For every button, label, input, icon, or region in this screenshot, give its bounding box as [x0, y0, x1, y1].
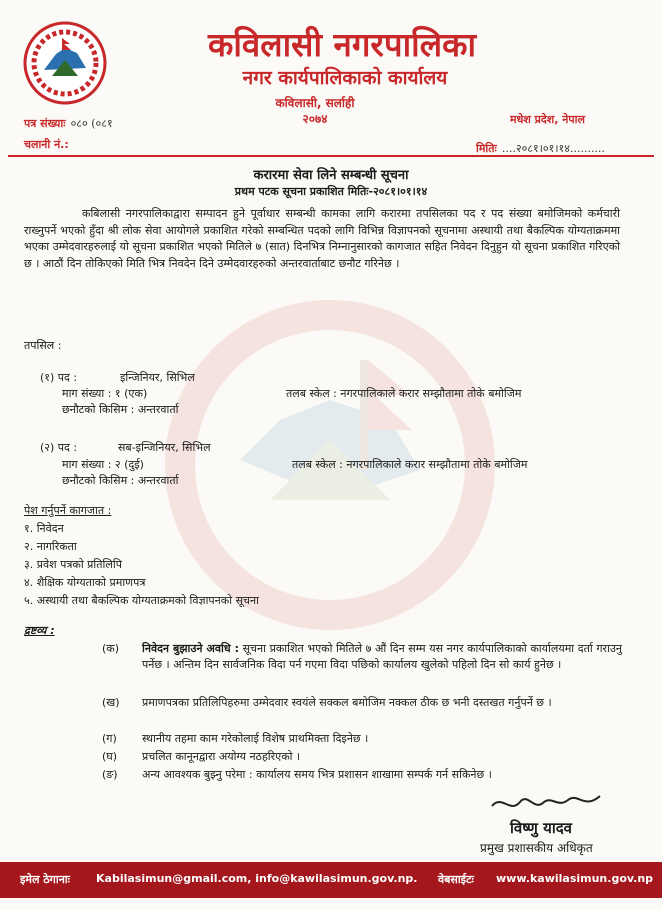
miti	[476, 137, 605, 156]
signature-icon	[488, 788, 608, 818]
document-item: २. नागरिकता	[24, 540, 77, 553]
footer-emails[interactable]: Kabilasimun@gmail.com, info@kawilasimun.gov.np.	[96, 872, 418, 885]
patra-sankhya	[24, 112, 113, 131]
office-place: कविलासी, सर्लाही	[275, 96, 355, 110]
notice-paragraph: कबिलासी नगरपालिकाद्वारा सम्पादन हुने पूर्वाधार सम्बन्धी कामका लागि करारमा तपसिलका पद र पद संख्या बमोजिमको कर्मचारी राख्नुपर्ने भएको हुँदा श्री लोक सेवा आयोगले प्रकाशित गरेको सम्बन्धित पदको लागि विभिन्न विज्ञापनको सूचनामा अस्थायी तथा बैकल्पिक योग्यताक्रममा भएका उम्मेदवारहरुलाई यो सूचना प्रकाशित भएको मितिले ७ (सात) दिनभित्र निम्नानुसारको कागजात सहित निवेदन दिनुहुन यो सूचना प्रकाशित गरिएको छ । आठौं दिन तोकिएको मिति भित्र निवदेन दिने उम्मेदवारहरुको अन्तरवार्ताबाट छनौट गरिनेछ ।	[24, 207, 620, 270]
note-item-gha: प्रचलित कानूनद्वारा अयोग्य नठहरिएको ।	[142, 750, 301, 763]
signatory-designation: प्रमुख प्रशासकीय अधिकृत	[480, 841, 593, 855]
notice-subtitle: प्रथम पटक सूचना प्रकाशित मितिः-२०८१।०१।१४	[234, 185, 428, 198]
document-item: ५. अस्थायी तथा बैकल्पिक योग्यताक्रमको विज्ञापनको सूचना	[24, 594, 259, 607]
patra-value: ०८० (०८१	[70, 117, 113, 130]
note-key: (ग)	[102, 732, 117, 745]
note-bold: निवेदन बुझाउने अवधि :	[142, 642, 239, 655]
post-2-demand: माग संख्या : २ (दुई)	[62, 458, 144, 471]
document-item: ३. प्रवेश पत्रको प्रतिलिपि	[24, 558, 122, 571]
tapsil-label: तपसिल :	[24, 339, 62, 352]
footer-website-link[interactable]: www.kawilasimun.gov.np	[496, 872, 654, 885]
note-item-ka	[142, 641, 622, 673]
signatory-name: विष्णु यादव	[510, 819, 573, 837]
org-name: कविलासी नगरपालिका	[208, 25, 476, 64]
post-2-method: छनौटको किसिम : अन्तरवार्ता	[62, 474, 179, 487]
footer-email-label: इमेल ठेगानाः	[20, 873, 70, 886]
municipal-seal-icon	[22, 20, 108, 106]
post-1-title: इन्जिनियर, सिभिल	[120, 371, 195, 384]
note-key: (ख)	[102, 696, 120, 709]
province: मधेश प्रदेश, नेपाल	[510, 113, 585, 126]
notes-heading: द्रष्टव्य :	[24, 624, 55, 637]
post-2-number: (२) पद :	[40, 441, 78, 454]
note-text: सूचना प्रकाशित भएको मितिले ७ औं दिन सम्म यस नगर कार्यपालिकाको कार्यालयमा दर्ता गराउनु पर्नेछ । अन्तिम दिन सार्वजनिक विदा पर्न गएमा विदा पछिको कार्यालय खुलेको पहिलो दिन सो कार्य हुनेछ ।	[142, 642, 623, 671]
note-key: (घ)	[102, 750, 118, 763]
post-1-demand: माग संख्या : १ (एक)	[62, 387, 148, 400]
office-name: नगर कार्यपालिकाको कार्यालय	[242, 67, 448, 89]
header-divider	[8, 155, 654, 157]
miti-value: ....२०८१।०१।१४..........	[501, 142, 605, 155]
documents-heading: पेश गर्नुपर्ने कागजात :	[24, 504, 112, 517]
note-item-ga: स्थानीय तहमा काम गरेकोलाई विशेष प्राथमिक्ता दिइनेछ ।	[142, 732, 369, 745]
footer-bar	[0, 862, 662, 898]
established-year: २०७४	[302, 112, 328, 126]
post-1-method: छनौटको किसिम : अन्तरवार्ता	[62, 403, 179, 416]
miti-label: मितिः	[476, 142, 497, 155]
chalani-label: चलानी नं.:	[24, 138, 69, 151]
post-1-salary: तलब स्केल : नगरपालिकाले करार सम्झौतामा तोके बमोजिम	[286, 387, 522, 400]
note-item-nga: अन्य आवश्यक बुझ्नु परेमा : कार्यालय समय भित्र प्रशासन शाखामा सम्पर्क गर्न सकिनेछ ।	[142, 768, 492, 781]
patra-label: पत्र संख्याः	[24, 117, 66, 130]
note-key: (ङ)	[102, 768, 118, 781]
note-key: (क)	[102, 642, 120, 655]
document-item: ४. शैक्षिक योग्यताको प्रमाणपत्र	[24, 576, 146, 589]
post-2-salary: तलब स्केल : नगरपालिकाले करार सम्झौतामा तोके बमोजिम	[292, 458, 528, 471]
document-item: १. निवेदन	[24, 522, 64, 535]
post-2-title: सब-इन्जिनियर, सिभिल	[118, 441, 211, 454]
note-item-kha: प्रमाणपत्रका प्रतिलिपिहरुमा उम्मेदवार स्वयंले सक्कल बमोजिम नक्कल ठीक छ भनी दस्तखत गर्नुपर्ने छ ।	[142, 696, 552, 709]
post-1-number: (१) पद :	[40, 371, 78, 384]
notice-title: करारमा सेवा लिने सम्बन्धी सूचना	[253, 168, 409, 183]
footer-website-label: वेबसाईटः	[438, 873, 474, 886]
